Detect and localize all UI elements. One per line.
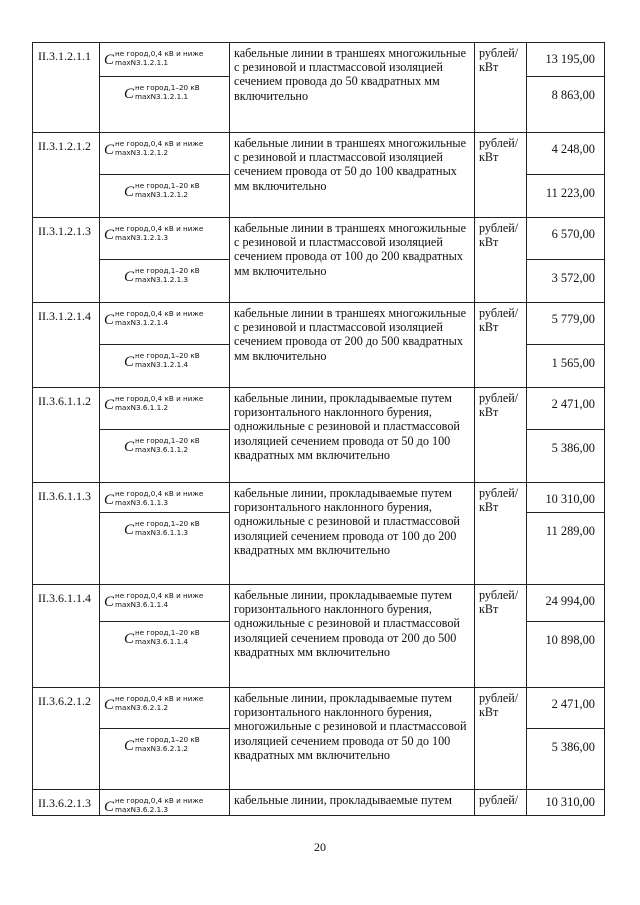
table-row xyxy=(33,133,605,175)
tariff-formula xyxy=(104,694,229,713)
rate-value-medium-voltage: 5 386,00 xyxy=(527,430,605,483)
rate-value-medium-voltage: 5 386,00 xyxy=(527,729,605,790)
formula-superscript: не город,1–20 кВ xyxy=(135,735,200,744)
rate-value-medium-voltage: 8 863,00 xyxy=(527,77,605,133)
tariff-formula xyxy=(124,735,229,754)
formula-symbol: C xyxy=(124,439,135,455)
tariff-formula xyxy=(124,351,229,370)
formula-cell xyxy=(100,790,230,816)
tariff-formula xyxy=(124,519,229,538)
tariff-formula xyxy=(124,436,229,455)
formula-subscript: maxN3.6.1.1.2 xyxy=(115,403,169,412)
formula-cell xyxy=(100,483,230,513)
tariff-formula xyxy=(104,394,229,413)
item-code: II.3.1.2.1.2 xyxy=(33,133,100,218)
formula-subscript: maxN3.6.2.1.2 xyxy=(115,703,169,712)
formula-subscript: maxN3.1.2.1.1 xyxy=(115,58,169,67)
table-row xyxy=(33,790,605,816)
item-code: II.3.6.1.1.2 xyxy=(33,388,100,483)
tariff-formula xyxy=(104,309,229,328)
formula-cell xyxy=(100,388,230,430)
tariff-formula xyxy=(124,83,229,102)
formula-subscript: maxN3.1.2.1.1 xyxy=(135,92,189,101)
formula-superscript: не город,1–20 кВ xyxy=(135,83,200,92)
tariff-formula xyxy=(124,266,229,285)
formula-symbol: C xyxy=(104,312,115,328)
formula-symbol: C xyxy=(104,397,115,413)
table-row xyxy=(33,483,605,513)
item-code: II.3.1.2.1.3 xyxy=(33,218,100,303)
formula-subscript: maxN3.1.2.1.3 xyxy=(115,233,169,242)
table-row xyxy=(33,388,605,430)
rate-value-low-voltage: 2 471,00 xyxy=(527,688,605,729)
unit-label: рублей/ кВт xyxy=(475,133,527,218)
item-code: II.3.6.1.1.4 xyxy=(33,585,100,688)
formula-superscript: не город,0,4 кВ и ниже xyxy=(115,49,204,58)
formula-subscript: maxN3.6.1.1.3 xyxy=(115,498,169,507)
line-description: кабельные линии в траншеях многожильные с резиновой и пластмассовой изоляцией сечением провода до 50 квадратных мм включительно xyxy=(230,43,475,133)
tariff-formula xyxy=(124,628,229,647)
unit-label: рублей/ кВт xyxy=(475,218,527,303)
rate-value-low-voltage: 6 570,00 xyxy=(527,218,605,260)
unit-label: рублей/ кВт xyxy=(475,388,527,483)
line-description: кабельные линии, прокладываемые путем горизонтального наклонного бурения, многожильные с резиновой и пластмассовой изоляцией сечением провода от 50 до 100 квадратных мм включительно xyxy=(230,688,475,790)
formula-cell xyxy=(100,430,230,483)
rate-value-low-voltage: 2 471,00 xyxy=(527,388,605,430)
formula-superscript: не город,1–20 кВ xyxy=(135,266,200,275)
unit-label: рублей/ кВт xyxy=(475,43,527,133)
formula-subscript: maxN3.6.2.1.3 xyxy=(115,805,169,814)
formula-superscript: не город,0,4 кВ и ниже xyxy=(115,796,204,805)
formula-symbol: C xyxy=(104,697,115,713)
table-row xyxy=(33,218,605,260)
formula-symbol: C xyxy=(124,631,135,647)
line-description: кабельные линии, прокладываемые путем горизонтального наклонного бурения, одножильные с резиновой и пластмассовой изоляцией сечением провода от 50 до 100 квадратных мм включительно xyxy=(230,388,475,483)
item-code: II.3.6.1.1.3 xyxy=(33,483,100,585)
unit-label: рублей/ xyxy=(475,790,527,816)
formula-cell xyxy=(100,303,230,345)
line-description: кабельные линии в траншеях многожильные с резиновой и пластмассовой изоляцией сечением провода от 50 до 100 квадратных мм включительно xyxy=(230,133,475,218)
formula-cell xyxy=(100,622,230,688)
tariff-formula xyxy=(104,796,229,815)
line-description: кабельные линии, прокладываемые путем горизонтального наклонного бурения, одножильные с резиновой и пластмассовой изоляцией сечением провода от 100 до 200 квадратных мм включительно xyxy=(230,483,475,585)
line-description: кабельные линии в траншеях многожильные с резиновой и пластмассовой изоляцией сечением провода от 200 до 500 квадратных мм включительно xyxy=(230,303,475,388)
formula-subscript: maxN3.1.2.1.4 xyxy=(135,360,189,369)
formula-cell xyxy=(100,175,230,218)
formula-cell xyxy=(100,218,230,260)
formula-symbol: C xyxy=(104,492,115,508)
formula-symbol: C xyxy=(104,799,115,815)
formula-symbol: C xyxy=(124,269,135,285)
rate-value-medium-voltage: 10 898,00 xyxy=(527,622,605,688)
formula-superscript: не город,1–20 кВ xyxy=(135,351,200,360)
rate-value-low-voltage: 5 779,00 xyxy=(527,303,605,345)
formula-superscript: не город,0,4 кВ и ниже xyxy=(115,309,204,318)
tariff-formula xyxy=(104,489,229,508)
rate-value-low-voltage: 4 248,00 xyxy=(527,133,605,175)
formula-subscript: maxN3.1.2.1.4 xyxy=(115,318,169,327)
formula-superscript: не город,1–20 кВ xyxy=(135,628,200,637)
item-code: II.3.1.2.1.1 xyxy=(33,43,100,133)
formula-cell xyxy=(100,729,230,790)
table-row xyxy=(33,688,605,729)
formula-superscript: не город,0,4 кВ и ниже xyxy=(115,591,204,600)
line-description: кабельные линии, прокладываемые путем xyxy=(230,790,475,816)
formula-symbol: C xyxy=(124,184,135,200)
formula-superscript: не город,0,4 кВ и ниже xyxy=(115,394,204,403)
formula-superscript: не город,1–20 кВ xyxy=(135,519,200,528)
formula-symbol: C xyxy=(124,522,135,538)
page-number: 20 xyxy=(314,840,326,854)
item-code: II.3.6.2.1.2 xyxy=(33,688,100,790)
rate-value-low-voltage: 10 310,00 xyxy=(527,790,605,816)
rate-value-medium-voltage: 11 223,00 xyxy=(527,175,605,218)
table-row xyxy=(33,43,605,77)
formula-superscript: не город,0,4 кВ и ниже xyxy=(115,489,204,498)
formula-symbol: C xyxy=(104,142,115,158)
formula-superscript: не город,0,4 кВ и ниже xyxy=(115,139,204,148)
formula-subscript: maxN3.6.2.1.2 xyxy=(135,744,189,753)
unit-label: рублей/ кВт xyxy=(475,585,527,688)
tariff-table-body xyxy=(33,43,605,816)
line-description: кабельные линии, прокладываемые путем горизонтального наклонного бурения, одножильные с резиновой и пластмассовой изоляцией сечением провода от 200 до 500 квадратных мм включительно xyxy=(230,585,475,688)
formula-symbol: C xyxy=(104,52,115,68)
table-row xyxy=(33,303,605,345)
formula-superscript: не город,1–20 кВ xyxy=(135,181,200,190)
rate-value-low-voltage: 24 994,00 xyxy=(527,585,605,622)
formula-subscript: maxN3.1.2.1.2 xyxy=(135,190,189,199)
tariff-formula xyxy=(124,181,229,200)
unit-label: рублей/ кВт xyxy=(475,483,527,585)
formula-symbol: C xyxy=(124,86,135,102)
formula-cell xyxy=(100,133,230,175)
formula-cell xyxy=(100,43,230,77)
formula-cell xyxy=(100,513,230,585)
rate-value-medium-voltage: 1 565,00 xyxy=(527,345,605,388)
formula-subscript: maxN3.6.1.1.4 xyxy=(115,600,169,609)
formula-cell xyxy=(100,688,230,729)
rate-value-medium-voltage: 3 572,00 xyxy=(527,260,605,303)
tariff-formula xyxy=(104,591,229,610)
formula-superscript: не город,0,4 кВ и ниже xyxy=(115,224,204,233)
tariff-table xyxy=(32,42,605,816)
item-code: II.3.1.2.1.4 xyxy=(33,303,100,388)
table-row xyxy=(33,585,605,622)
formula-superscript: не город,0,4 кВ и ниже xyxy=(115,694,204,703)
line-description: кабельные линии в траншеях многожильные с резиновой и пластмассовой изоляцией сечением провода от 100 до 200 квадратных мм включительно xyxy=(230,218,475,303)
formula-symbol: C xyxy=(104,227,115,243)
unit-label: рублей/ кВт xyxy=(475,303,527,388)
unit-label: рублей/ кВт xyxy=(475,688,527,790)
formula-cell xyxy=(100,345,230,388)
rate-value-low-voltage: 13 195,00 xyxy=(527,43,605,77)
formula-cell xyxy=(100,77,230,133)
formula-subscript: maxN3.6.1.1.3 xyxy=(135,528,189,537)
formula-subscript: maxN3.1.2.1.2 xyxy=(115,148,169,157)
rate-value-medium-voltage: 11 289,00 xyxy=(527,513,605,585)
tariff-formula xyxy=(104,224,229,243)
rate-value-low-voltage: 10 310,00 xyxy=(527,483,605,513)
item-code: II.3.6.2.1.3 xyxy=(33,790,100,816)
formula-symbol: C xyxy=(124,738,135,754)
formula-cell xyxy=(100,260,230,303)
formula-subscript: maxN3.1.2.1.3 xyxy=(135,275,189,284)
formula-superscript: не город,1–20 кВ xyxy=(135,436,200,445)
formula-cell xyxy=(100,585,230,622)
tariff-formula xyxy=(104,49,229,68)
formula-subscript: maxN3.6.1.1.4 xyxy=(135,637,189,646)
formula-symbol: C xyxy=(124,354,135,370)
tariff-formula xyxy=(104,139,229,158)
formula-subscript: maxN3.6.1.1.2 xyxy=(135,445,189,454)
formula-symbol: C xyxy=(104,594,115,610)
